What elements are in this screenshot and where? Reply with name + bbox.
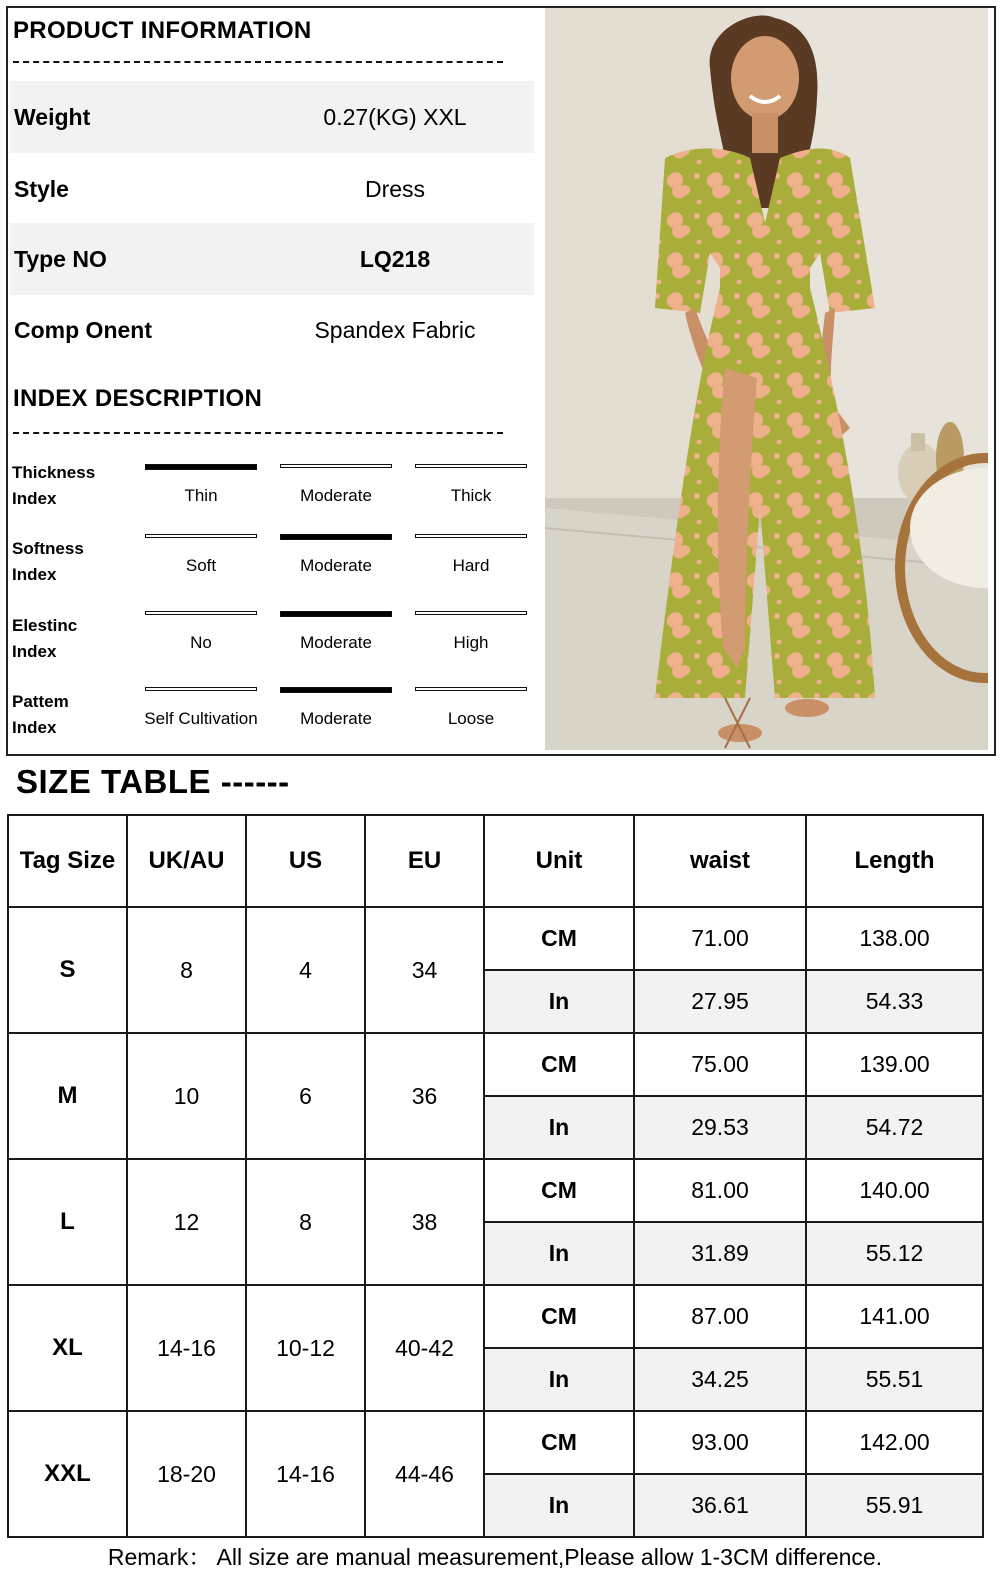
softness-index-label xyxy=(12,536,132,588)
header-tag-size: Tag Size xyxy=(8,815,127,907)
us-cell: 8 xyxy=(246,1159,365,1285)
thickness-option-thick xyxy=(411,460,535,536)
table-row xyxy=(8,1033,983,1096)
uk-au-cell: 8 xyxy=(127,907,246,1033)
header-waist: waist xyxy=(634,815,806,907)
thickness-index-row xyxy=(8,460,538,536)
elasticity-option-moderate xyxy=(276,607,400,683)
tag-size-cell: S xyxy=(8,907,127,1033)
pattern-option-loose xyxy=(411,683,535,759)
elasticity-index-label xyxy=(12,613,132,665)
option-label: High xyxy=(453,633,489,652)
eu-cell: 44-46 xyxy=(365,1411,484,1537)
unit-cell: In xyxy=(484,1474,634,1537)
us-cell: 10-12 xyxy=(246,1285,365,1411)
model-illustration xyxy=(545,8,988,750)
softness-option-soft xyxy=(141,530,265,606)
type-no-value: LQ218 xyxy=(359,246,431,272)
option-label: Moderate xyxy=(300,709,372,728)
pattern-index-label xyxy=(12,689,132,741)
product-information-title: PRODUCT INFORMATION xyxy=(13,17,312,44)
type-no-label: Type NO xyxy=(14,246,107,272)
index-label-line1: Elestinc xyxy=(12,616,78,635)
component-label: Comp Onent xyxy=(14,317,152,343)
weight-label: Weight xyxy=(14,104,91,130)
softness-index-row xyxy=(8,530,538,606)
index-description-title: INDEX DESCRIPTION xyxy=(13,385,263,412)
index-label-line1: Pattem xyxy=(12,692,69,711)
waist-cell: 87.00 xyxy=(634,1285,806,1348)
option-bar xyxy=(280,464,392,468)
remark-note: Remark： All size are manual measurement,Please allow 1-3CM difference. xyxy=(107,1544,883,1570)
option-bar-selected xyxy=(145,464,257,470)
option-label: No xyxy=(190,633,212,652)
waist-cell: 34.25 xyxy=(634,1348,806,1411)
style-value: Dress xyxy=(364,176,426,202)
tag-size-cell: XXL xyxy=(8,1411,127,1537)
pattern-index-row xyxy=(8,683,538,759)
us-cell: 4 xyxy=(246,907,365,1033)
unit-cell: CM xyxy=(484,907,634,970)
option-label: Moderate xyxy=(300,633,372,652)
table-row xyxy=(8,1159,983,1222)
elasticity-option-high xyxy=(411,607,535,683)
uk-au-cell: 12 xyxy=(127,1159,246,1285)
eu-cell: 40-42 xyxy=(365,1285,484,1411)
tag-size-cell: M xyxy=(8,1033,127,1159)
unit-cell: In xyxy=(484,1096,634,1159)
length-cell: 54.72 xyxy=(806,1096,983,1159)
length-cell: 139.00 xyxy=(806,1033,983,1096)
uk-au-cell: 14-16 xyxy=(127,1285,246,1411)
length-cell: 142.00 xyxy=(806,1411,983,1474)
option-label: Self Cultivation xyxy=(144,709,258,728)
model-photo xyxy=(545,8,988,750)
uk-au-cell: 10 xyxy=(127,1033,246,1159)
dashed-divider xyxy=(13,432,503,434)
table-row xyxy=(8,1411,983,1474)
option-label: Loose xyxy=(447,709,495,728)
unit-cell: In xyxy=(484,1348,634,1411)
option-bar xyxy=(145,534,257,538)
table-row xyxy=(8,907,983,970)
unit-cell: CM xyxy=(484,1285,634,1348)
option-bar xyxy=(145,687,257,691)
us-cell: 14-16 xyxy=(246,1411,365,1537)
unit-cell: CM xyxy=(484,1411,634,1474)
length-cell: 138.00 xyxy=(806,907,983,970)
softness-option-moderate xyxy=(276,530,400,606)
length-cell: 54.33 xyxy=(806,970,983,1033)
index-label-line2: Index xyxy=(12,718,57,737)
size-table-title: SIZE TABLE ------ xyxy=(16,763,290,800)
option-bar xyxy=(415,534,527,538)
waist-cell: 71.00 xyxy=(634,907,806,970)
option-label: Moderate xyxy=(300,486,372,505)
size-table xyxy=(7,814,984,1538)
option-label: Moderate xyxy=(300,556,372,575)
eu-cell: 38 xyxy=(365,1159,484,1285)
option-bar-selected xyxy=(280,534,392,540)
header-uk-au: UK/AU xyxy=(127,815,246,907)
pattern-option-moderate xyxy=(276,683,400,759)
thickness-option-moderate xyxy=(276,460,400,536)
unit-cell: In xyxy=(484,970,634,1033)
length-cell: 140.00 xyxy=(806,1159,983,1222)
header-us: US xyxy=(246,815,365,907)
elasticity-index-row xyxy=(8,607,538,683)
index-label-line2: Index xyxy=(12,642,57,661)
waist-cell: 29.53 xyxy=(634,1096,806,1159)
type-no-row xyxy=(10,223,534,295)
eu-cell: 36 xyxy=(365,1033,484,1159)
unit-cell: In xyxy=(484,1222,634,1285)
header-eu: EU xyxy=(365,815,484,907)
header-length: Length xyxy=(806,815,983,907)
unit-cell: CM xyxy=(484,1159,634,1222)
waist-cell: 31.89 xyxy=(634,1222,806,1285)
option-label: Soft xyxy=(185,556,217,575)
index-label-line1: Thickness xyxy=(12,463,96,482)
tag-size-cell: L xyxy=(8,1159,127,1285)
option-bar xyxy=(145,611,257,615)
component-value: Spandex Fabric xyxy=(314,317,476,343)
header-unit: Unit xyxy=(484,815,634,907)
product-info-panel xyxy=(6,6,996,756)
thickness-option-thin xyxy=(141,460,265,536)
weight-row xyxy=(10,81,534,153)
softness-option-hard xyxy=(411,530,535,606)
style-label: Style xyxy=(14,176,69,202)
option-bar xyxy=(415,687,527,691)
option-label: Hard xyxy=(452,556,490,575)
weight-value: 0.27(KG) XXL xyxy=(323,104,467,130)
option-bar xyxy=(415,611,527,615)
component-row xyxy=(10,294,534,366)
size-table-header-row xyxy=(8,815,983,907)
option-label: Thick xyxy=(450,486,492,505)
uk-au-cell: 18-20 xyxy=(127,1411,246,1537)
waist-cell: 81.00 xyxy=(634,1159,806,1222)
dashed-divider xyxy=(13,61,503,63)
eu-cell: 34 xyxy=(365,907,484,1033)
length-cell: 141.00 xyxy=(806,1285,983,1348)
tag-size-cell: XL xyxy=(8,1285,127,1411)
length-cell: 55.12 xyxy=(806,1222,983,1285)
style-row xyxy=(10,153,534,225)
option-bar-selected xyxy=(280,611,392,617)
length-cell: 55.51 xyxy=(806,1348,983,1411)
length-cell: 55.91 xyxy=(806,1474,983,1537)
index-label-line2: Index xyxy=(12,489,57,508)
waist-cell: 75.00 xyxy=(634,1033,806,1096)
option-label: Thin xyxy=(184,486,218,505)
table-row xyxy=(8,1285,983,1348)
option-bar xyxy=(415,464,527,468)
waist-cell: 36.61 xyxy=(634,1474,806,1537)
index-label-line1: Softness xyxy=(12,539,84,558)
unit-cell: CM xyxy=(484,1033,634,1096)
thickness-index-label xyxy=(12,460,132,512)
waist-cell: 93.00 xyxy=(634,1411,806,1474)
option-bar-selected xyxy=(280,687,392,693)
index-label-line2: Index xyxy=(12,565,57,584)
waist-cell: 27.95 xyxy=(634,970,806,1033)
elasticity-option-no xyxy=(141,607,265,683)
us-cell: 6 xyxy=(246,1033,365,1159)
pattern-option-self-cultivation xyxy=(141,683,265,759)
